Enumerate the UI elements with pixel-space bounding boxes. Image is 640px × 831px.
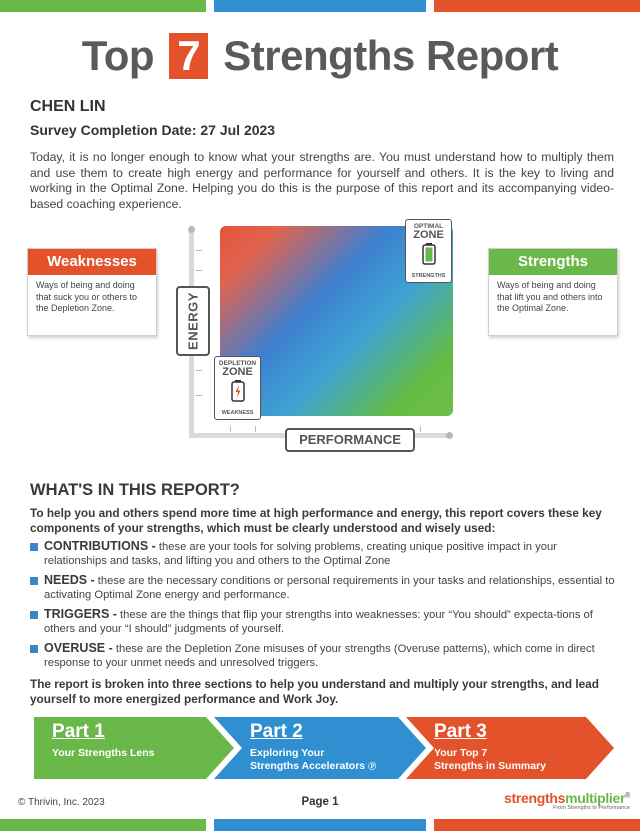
list-item — [30, 574, 620, 602]
part-2-subtitle-line-1: Exploring Your — [250, 747, 325, 759]
strengths-box — [488, 248, 618, 336]
bottom-strip-blue — [214, 819, 426, 831]
depletion-zone-badge — [214, 356, 261, 420]
part-3-subtitle-line-2: Strengths in Summary — [434, 760, 547, 772]
battery-low-icon — [231, 380, 245, 402]
strengths-description: Ways of being and doing that lift you and others into the Optimal Zone. — [497, 280, 603, 313]
survey-date: Survey Completion Date: 27 Jul 2023 — [30, 122, 276, 138]
axis-tick — [196, 270, 202, 271]
brand-mark: ® — [625, 792, 630, 800]
item-text: these are the Depletion Zone misuses of your strengths (Overuse patterns), which come in direct response to your unmet needs and unresolved triggers. — [44, 643, 595, 669]
energy-axis-text: ENERGY — [185, 292, 201, 350]
part-1-subtitle: Your Strengths Lens — [52, 747, 155, 759]
strengths-title: Strengths — [489, 249, 617, 275]
bottom-strip-orange — [434, 819, 640, 831]
person-name: CHEN LIN — [30, 98, 106, 115]
report-closing: The report is broken into three sections to help you understand and multiply your strengths, and lead yourself to more energized performance and Work Joy. — [30, 677, 599, 706]
list-item — [30, 608, 620, 636]
axis-tick — [196, 370, 202, 371]
performance-axis-end-dot — [446, 432, 453, 439]
energy-axis-end-dot — [188, 226, 195, 233]
axis-tick — [255, 426, 256, 432]
depletion-zone-bottom-label: WEAKNESS — [221, 410, 254, 416]
title-suffix: Strengths Report — [223, 32, 559, 79]
optimal-zone-badge — [405, 219, 452, 283]
report-heading: WHAT'S IN THIS REPORT? — [30, 481, 240, 499]
item-text: these are the necessary conditions or personal requirements in your tasks and relationships, essential to activating Optimal Zone energy and performance. — [44, 575, 615, 601]
report-lead: To help you and others spend more time at high performance and energy, this report covers these key components of your strengths, which must be clearly understood and wisely used: — [30, 506, 602, 535]
item-text: these are the things that flip your strengths into weaknesses: your “You should” expecta-tions of others and your “I should” judgments of yourself. — [44, 609, 593, 635]
part-1 — [52, 721, 154, 760]
list-item — [30, 540, 620, 568]
part-3-subtitle-line-1: Your Top 7 — [434, 747, 488, 759]
axis-tick — [196, 395, 202, 396]
energy-axis-label — [176, 286, 210, 356]
optimal-zone-top-label: OPTIMAL — [413, 223, 444, 230]
top-strip-green — [0, 0, 206, 12]
battery-full-icon — [422, 243, 436, 265]
page-number: Page 1 — [301, 796, 339, 808]
registered-icon: Ⓟ — [368, 762, 377, 771]
optimal-zone-bottom-label: STRENGTHS — [411, 273, 446, 279]
depletion-zone-label: ZONE — [222, 366, 253, 378]
bullet-square-icon — [30, 543, 38, 551]
item-term: CONTRIBUTIONS - — [44, 539, 156, 553]
depletion-zone-top-label: DEPLETION — [218, 360, 257, 367]
axis-tick — [196, 250, 202, 251]
optimal-zone-label: ZONE — [413, 229, 444, 241]
bottom-strip-green — [0, 819, 206, 831]
copyright: © Thrivin, Inc. 2023 — [18, 797, 105, 808]
item-term: OVERUSE - — [44, 641, 113, 655]
axis-tick — [230, 426, 231, 432]
brand-logo — [504, 790, 630, 811]
top-strip-blue — [214, 0, 426, 12]
part-1-title: Part 1 — [52, 721, 105, 742]
item-term: NEEDS - — [44, 573, 95, 587]
brand-word-2: multiplier — [565, 790, 626, 806]
weaknesses-title: Weaknesses — [28, 249, 156, 275]
title-prefix: Top — [81, 32, 155, 79]
performance-axis-label: PERFORMANCE — [285, 428, 415, 452]
part-2-subtitle — [250, 747, 376, 773]
brand-wordmark — [504, 790, 630, 806]
axis-tick — [420, 426, 421, 432]
part-2-subtitle-line-2-text: Strengths Accelerators — [250, 760, 366, 772]
list-item — [30, 642, 620, 670]
part-2-subtitle-line-2 — [250, 760, 376, 773]
part-3 — [434, 721, 546, 773]
page-title — [0, 32, 640, 80]
bullet-square-icon — [30, 611, 38, 619]
bullet-square-icon — [30, 645, 38, 653]
part-3-title: Part 3 — [434, 721, 487, 742]
brand-word-1: strengths — [504, 790, 566, 806]
weaknesses-box — [27, 248, 157, 336]
item-text: these are your tools for solving problems, creating unique positive impact in your relationships and tasks, and lifting you and others to the Optimal Zone — [44, 541, 557, 567]
bullet-square-icon — [30, 577, 38, 585]
intro-paragraph: Today, it is no longer enough to know what your strengths are. You must understand how to multiply them and use them to create high energy and performance for yourself and others. It is the key to living and working in the Optimal Zone. Helping you do this is the purpose of this report and its accompanying video-based coaching experience. — [30, 150, 614, 211]
top-strip-orange — [434, 0, 640, 12]
brand-tagline: From Strengths to Performance — [552, 805, 630, 811]
part-3-subtitle — [434, 747, 546, 773]
title-number-badge: 7 — [169, 33, 208, 79]
weaknesses-description: Ways of being and doing that suck you or others to the Depletion Zone. — [36, 280, 138, 313]
part-2-title: Part 2 — [250, 721, 303, 742]
report-parts — [34, 717, 614, 779]
item-term: TRIGGERS - — [44, 607, 117, 621]
part-2 — [250, 721, 376, 773]
